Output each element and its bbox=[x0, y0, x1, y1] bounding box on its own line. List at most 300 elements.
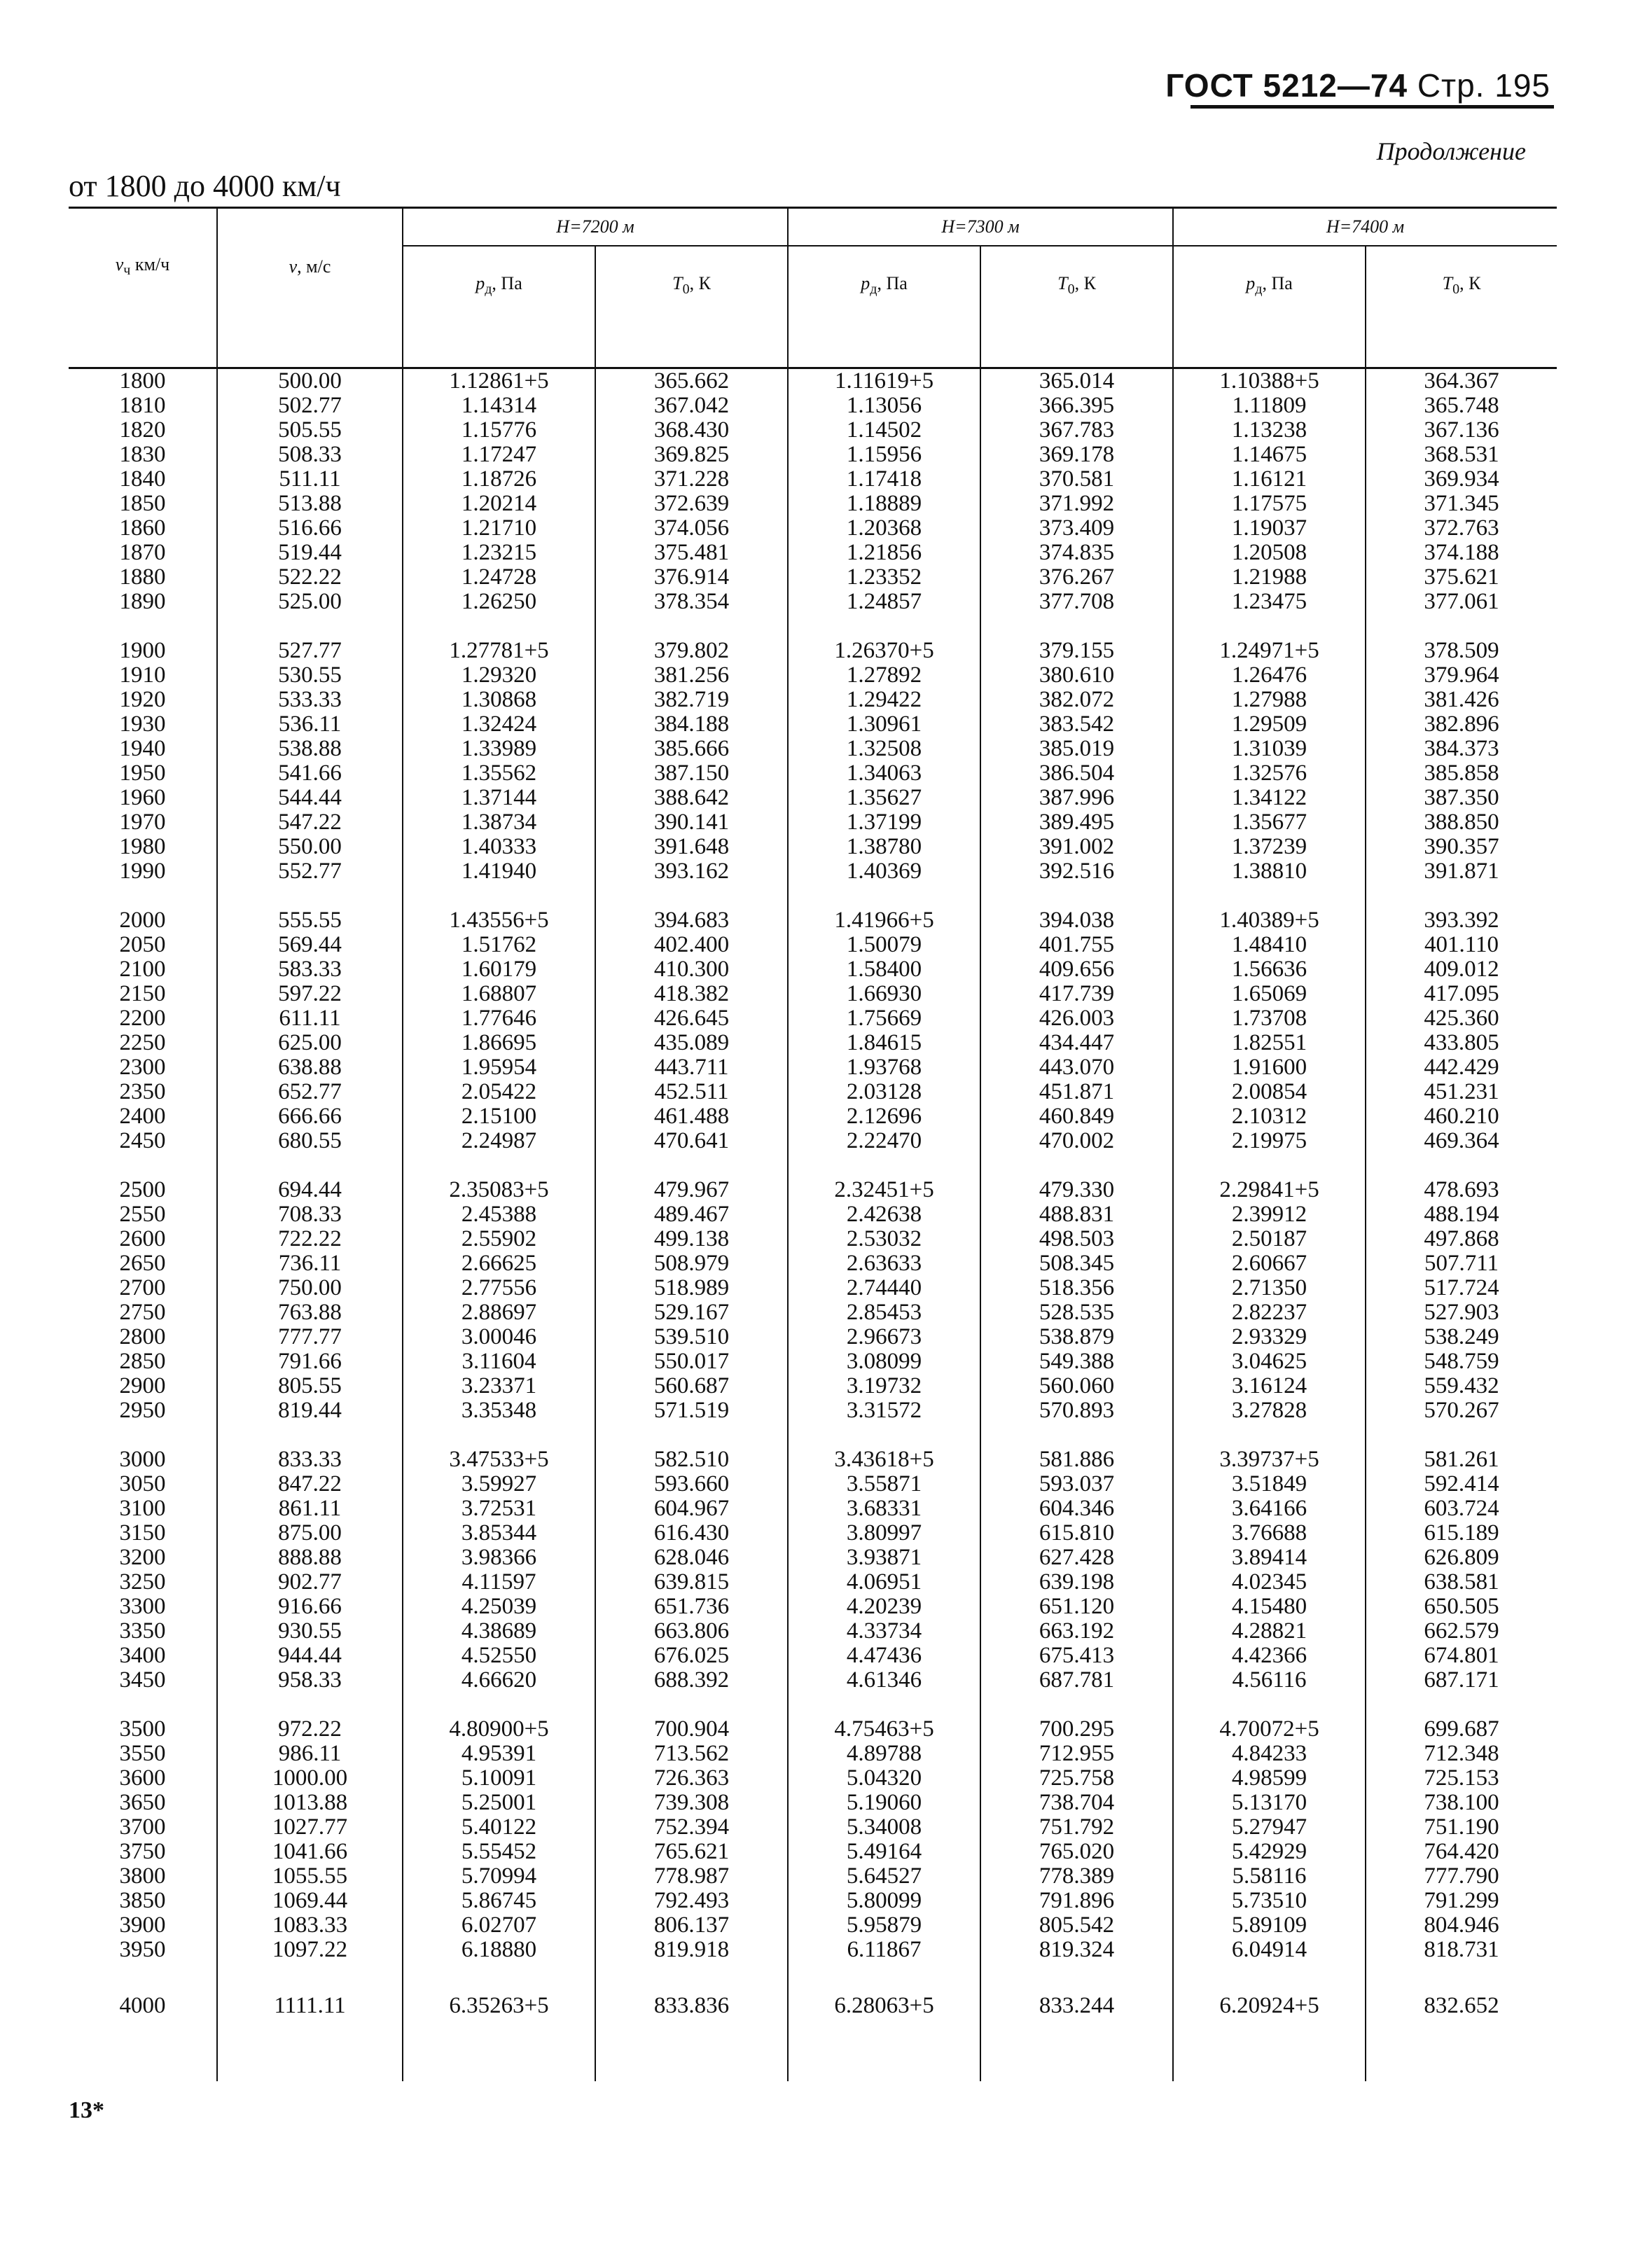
data-table-wrapper bbox=[69, 207, 1557, 2081]
cell-p-7400: 1.56636 bbox=[1173, 957, 1366, 982]
cell-t-7400: 384.373 bbox=[1366, 737, 1557, 761]
cell-t-7200: 752.394 bbox=[595, 1815, 788, 1840]
cell-t-7400: 818.731 bbox=[1366, 1938, 1557, 1962]
cell-p-7200: 4.38689 bbox=[403, 1619, 595, 1644]
cell-t-7400: 626.809 bbox=[1366, 1546, 1557, 1570]
cell-t-7300: 508.345 bbox=[980, 1251, 1173, 1276]
table-row bbox=[69, 835, 1557, 859]
cell-t-7400: 425.360 bbox=[1366, 1006, 1557, 1031]
cell-p-7200: 4.95391 bbox=[403, 1742, 595, 1766]
table-row bbox=[69, 1840, 1557, 1864]
cell-t-7400: 451.231 bbox=[1366, 1080, 1557, 1104]
cell-t-7300: 593.037 bbox=[980, 1472, 1173, 1497]
table-row bbox=[69, 1791, 1557, 1815]
cell-v-ms: 791.66 bbox=[217, 1349, 403, 1374]
table-row bbox=[69, 1619, 1557, 1644]
cell-v-kmh: 3850 bbox=[119, 1888, 166, 1913]
cell-t-7200: 369.825 bbox=[595, 443, 788, 467]
cell-p-7200: 1.33989 bbox=[403, 737, 595, 761]
cell-v-kmh: 2100 bbox=[119, 957, 166, 982]
cell-t-7200: 765.621 bbox=[595, 1840, 788, 1864]
table-row bbox=[69, 1349, 1557, 1374]
cell-v-kmh: 2700 bbox=[119, 1275, 166, 1300]
cell-p-7400: 6.04914 bbox=[1173, 1938, 1366, 1962]
cell-t-7300: 387.996 bbox=[980, 786, 1173, 810]
cell-p-7300: 1.29422 bbox=[788, 688, 980, 712]
cell-t-7300: 675.413 bbox=[980, 1644, 1173, 1668]
cell-p-7300: 2.42638 bbox=[788, 1202, 980, 1227]
cell-v-ms: 583.33 bbox=[217, 957, 403, 982]
table-row bbox=[69, 737, 1557, 761]
cell-t-7200: 651.736 bbox=[595, 1595, 788, 1619]
cell-t-7200: 393.162 bbox=[595, 859, 788, 884]
cell-t-7300: 376.267 bbox=[980, 565, 1173, 590]
table-row bbox=[69, 712, 1557, 737]
cell-p-7400: 1.40389+5 bbox=[1173, 908, 1366, 933]
table-row bbox=[69, 1325, 1557, 1349]
cell-t-7200: 529.167 bbox=[595, 1300, 788, 1325]
cell-t-7400: 385.858 bbox=[1366, 761, 1557, 786]
cell-v-kmh: 1900 bbox=[119, 638, 166, 663]
cell-t-7400: 377.061 bbox=[1366, 590, 1557, 614]
table-row bbox=[69, 1006, 1557, 1031]
cell-p-7200: 3.23371 bbox=[403, 1374, 595, 1398]
cell-t-7400: 738.100 bbox=[1366, 1791, 1557, 1815]
cell-p-7200: 1.29320 bbox=[403, 663, 595, 688]
cell-p-7300: 5.95879 bbox=[788, 1913, 980, 1938]
cell-v-kmh: 3500 bbox=[119, 1716, 166, 1742]
cell-t-7200: 676.025 bbox=[595, 1644, 788, 1668]
cell-t-7200: 571.519 bbox=[595, 1398, 788, 1423]
cell-v-kmh: 3400 bbox=[119, 1643, 166, 1668]
cell-p-7200: 1.15776 bbox=[403, 418, 595, 443]
cell-t-7300: 389.495 bbox=[980, 810, 1173, 835]
cell-p-7200: 5.25001 bbox=[403, 1791, 595, 1815]
cell-p-7200: 1.32424 bbox=[403, 712, 595, 737]
cell-v-ms: 625.00 bbox=[217, 1031, 403, 1055]
cell-v-ms: 1027.77 bbox=[217, 1815, 403, 1840]
cell-t-7300: 434.447 bbox=[980, 1031, 1173, 1055]
col-header-alt-7400: H=7400 м bbox=[1173, 208, 1557, 246]
cell-p-7400: 1.91600 bbox=[1173, 1055, 1366, 1080]
cell-p-7200: 1.68807 bbox=[403, 982, 595, 1006]
cell-t-7200: 461.488 bbox=[595, 1104, 788, 1129]
cell-v-ms: 569.44 bbox=[217, 933, 403, 957]
cell-v-kmh: 3550 bbox=[119, 1741, 166, 1766]
cell-t-7400: 791.299 bbox=[1366, 1889, 1557, 1913]
cell-t-7200: 582.510 bbox=[595, 1447, 788, 1472]
cell-t-7400: 374.188 bbox=[1366, 541, 1557, 565]
col-header-alt-7300: H=7300 м bbox=[788, 208, 1173, 246]
cell-t-7300: 380.610 bbox=[980, 663, 1173, 688]
cell-t-7200: 382.719 bbox=[595, 688, 788, 712]
cell-t-7300: 409.656 bbox=[980, 957, 1173, 982]
table-row bbox=[69, 1668, 1557, 1693]
cell-t-7200: 378.354 bbox=[595, 590, 788, 614]
cell-p-7200: 3.00046 bbox=[403, 1325, 595, 1349]
cell-p-7400: 1.19037 bbox=[1173, 516, 1366, 541]
cell-p-7400: 4.15480 bbox=[1173, 1595, 1366, 1619]
table-row bbox=[69, 492, 1557, 516]
cell-v-ms: 777.77 bbox=[217, 1325, 403, 1349]
cell-p-7300: 3.80997 bbox=[788, 1521, 980, 1546]
cell-p-7300: 1.18889 bbox=[788, 492, 980, 516]
cell-v-ms: 652.77 bbox=[217, 1080, 403, 1104]
cell-t-7300: 373.409 bbox=[980, 516, 1173, 541]
cell-t-7200: 739.308 bbox=[595, 1791, 788, 1815]
cell-v-kmh: 2600 bbox=[119, 1226, 166, 1251]
cell-p-7200: 2.66625 bbox=[403, 1251, 595, 1276]
cell-v-ms: 544.44 bbox=[217, 786, 403, 810]
cell-t-7400: 364.367 bbox=[1366, 368, 1557, 394]
cell-t-7200: 778.987 bbox=[595, 1864, 788, 1889]
cell-p-7200: 2.15100 bbox=[403, 1104, 595, 1129]
cell-p-7300: 1.40369 bbox=[788, 859, 980, 884]
cell-p-7400: 1.26476 bbox=[1173, 663, 1366, 688]
cell-t-7200: 499.138 bbox=[595, 1227, 788, 1251]
cell-p-7200: 5.55452 bbox=[403, 1840, 595, 1864]
cell-p-7200: 2.77556 bbox=[403, 1276, 595, 1300]
cell-p-7300: 4.06951 bbox=[788, 1570, 980, 1595]
cell-v-kmh: 3250 bbox=[119, 1569, 166, 1595]
cell-t-7300: 369.178 bbox=[980, 443, 1173, 467]
standard-header bbox=[1165, 67, 1550, 104]
cell-t-7200: 390.141 bbox=[595, 810, 788, 835]
cell-t-7400: 409.012 bbox=[1366, 957, 1557, 982]
cell-p-7400: 4.02345 bbox=[1173, 1570, 1366, 1595]
cell-p-7400: 1.17575 bbox=[1173, 492, 1366, 516]
cell-t-7300: 528.535 bbox=[980, 1300, 1173, 1325]
cell-p-7200: 2.88697 bbox=[403, 1300, 595, 1325]
cell-v-kmh: 1950 bbox=[119, 761, 166, 786]
cell-p-7300: 4.20239 bbox=[788, 1595, 980, 1619]
cell-p-7300: 2.32451+5 bbox=[788, 1178, 980, 1202]
cell-t-7200: 452.511 bbox=[595, 1080, 788, 1104]
cell-t-7400: 581.261 bbox=[1366, 1447, 1557, 1472]
cell-t-7200: 819.918 bbox=[595, 1938, 788, 1962]
cell-v-ms: 1111.11 bbox=[217, 1994, 403, 2018]
cell-t-7300: 791.896 bbox=[980, 1889, 1173, 1913]
cell-v-ms: 508.33 bbox=[217, 443, 403, 467]
cell-t-7200: 426.645 bbox=[595, 1006, 788, 1031]
cell-t-7200: 508.979 bbox=[595, 1251, 788, 1276]
table-row bbox=[69, 1521, 1557, 1546]
cell-v-ms: 1041.66 bbox=[217, 1840, 403, 1864]
table-row bbox=[69, 1742, 1557, 1766]
cell-t-7400: 433.805 bbox=[1366, 1031, 1557, 1055]
cell-p-7300: 3.68331 bbox=[788, 1497, 980, 1521]
cell-t-7400: 372.763 bbox=[1366, 516, 1557, 541]
cell-p-7200: 1.41940 bbox=[403, 859, 595, 884]
cell-p-7400: 1.20508 bbox=[1173, 541, 1366, 565]
cell-v-ms: 547.22 bbox=[217, 810, 403, 835]
cell-t-7200: 387.150 bbox=[595, 761, 788, 786]
table-row bbox=[69, 1766, 1557, 1791]
cell-t-7400: 469.364 bbox=[1366, 1129, 1557, 1153]
cell-v-kmh: 1930 bbox=[119, 711, 166, 737]
cell-p-7300: 2.12696 bbox=[788, 1104, 980, 1129]
cell-v-kmh: 2350 bbox=[119, 1079, 166, 1104]
cell-t-7200: 616.430 bbox=[595, 1521, 788, 1546]
table-row bbox=[69, 1398, 1557, 1423]
cell-t-7400: 507.711 bbox=[1366, 1251, 1557, 1276]
cell-t-7200: 470.641 bbox=[595, 1129, 788, 1153]
cell-t-7200: 388.642 bbox=[595, 786, 788, 810]
cell-t-7400: 764.420 bbox=[1366, 1840, 1557, 1864]
col-header-t-7300: $T_0$, К bbox=[980, 246, 1173, 325]
cell-t-7400: 548.759 bbox=[1366, 1349, 1557, 1374]
cell-t-7300: 365.014 bbox=[980, 368, 1173, 394]
cell-t-7300: 604.346 bbox=[980, 1497, 1173, 1521]
cell-t-7300: 488.831 bbox=[980, 1202, 1173, 1227]
cell-t-7400: 478.693 bbox=[1366, 1178, 1557, 1202]
cell-t-7300: 712.955 bbox=[980, 1742, 1173, 1766]
cell-v-kmh: 1880 bbox=[119, 564, 166, 590]
cell-t-7300: 443.070 bbox=[980, 1055, 1173, 1080]
cell-p-7400: 5.27947 bbox=[1173, 1815, 1366, 1840]
cell-v-kmh: 1870 bbox=[119, 540, 166, 565]
cell-v-kmh: 3600 bbox=[119, 1765, 166, 1791]
cell-t-7400: 538.249 bbox=[1366, 1325, 1557, 1349]
cell-v-ms: 522.22 bbox=[217, 565, 403, 590]
cell-t-7400: 559.432 bbox=[1366, 1374, 1557, 1398]
cell-v-kmh: 3700 bbox=[119, 1814, 166, 1840]
cell-v-ms: 1069.44 bbox=[217, 1889, 403, 1913]
cell-v-kmh: 2900 bbox=[119, 1373, 166, 1398]
cell-p-7400: 5.13170 bbox=[1173, 1791, 1366, 1815]
cell-p-7300: 3.31572 bbox=[788, 1398, 980, 1423]
cell-t-7200: 368.430 bbox=[595, 418, 788, 443]
cell-t-7200: 381.256 bbox=[595, 663, 788, 688]
cell-p-7400: 1.16121 bbox=[1173, 467, 1366, 492]
cell-v-kmh: 2950 bbox=[119, 1398, 166, 1423]
cell-v-ms: 502.77 bbox=[217, 394, 403, 418]
cell-v-ms: 666.66 bbox=[217, 1104, 403, 1129]
cell-v-ms: 638.88 bbox=[217, 1055, 403, 1080]
cell-t-7200: 489.467 bbox=[595, 1202, 788, 1227]
cell-p-7200: 6.35263+5 bbox=[403, 1994, 595, 2018]
cell-v-ms: 972.22 bbox=[217, 1717, 403, 1742]
cell-v-kmh: 1810 bbox=[119, 393, 166, 418]
table-row bbox=[69, 1472, 1557, 1497]
table-row bbox=[69, 1276, 1557, 1300]
cell-v-ms: 519.44 bbox=[217, 541, 403, 565]
cell-t-7300: 581.886 bbox=[980, 1447, 1173, 1472]
cell-p-7300: 1.27892 bbox=[788, 663, 980, 688]
cell-t-7200: 384.188 bbox=[595, 712, 788, 737]
table-row bbox=[69, 1031, 1557, 1055]
range-title: от 1800 до 4000 км/ч bbox=[69, 169, 341, 203]
cell-t-7400: 687.171 bbox=[1366, 1668, 1557, 1693]
cell-v-ms: 722.22 bbox=[217, 1227, 403, 1251]
cell-t-7200: 806.137 bbox=[595, 1913, 788, 1938]
cell-t-7300: 379.155 bbox=[980, 639, 1173, 663]
cell-t-7200: 375.481 bbox=[595, 541, 788, 565]
col-header-p-7300: $p_д$, Па bbox=[788, 246, 980, 325]
cell-t-7400: 365.748 bbox=[1366, 394, 1557, 418]
cell-p-7300: 1.58400 bbox=[788, 957, 980, 982]
cell-p-7300: 1.38780 bbox=[788, 835, 980, 859]
cell-t-7400: 804.946 bbox=[1366, 1913, 1557, 1938]
cell-p-7300: 6.28063+5 bbox=[788, 1994, 980, 2018]
cell-p-7200: 5.10091 bbox=[403, 1766, 595, 1791]
cell-t-7200: 539.510 bbox=[595, 1325, 788, 1349]
cell-p-7400: 1.31039 bbox=[1173, 737, 1366, 761]
cell-p-7200: 1.23215 bbox=[403, 541, 595, 565]
cell-p-7400: 2.29841+5 bbox=[1173, 1178, 1366, 1202]
cell-p-7300: 3.08099 bbox=[788, 1349, 980, 1374]
standard-number: ГОСТ 5212—74 bbox=[1165, 67, 1408, 104]
cell-t-7300: 382.072 bbox=[980, 688, 1173, 712]
cell-t-7400: 615.189 bbox=[1366, 1521, 1557, 1546]
cell-v-ms: 916.66 bbox=[217, 1595, 403, 1619]
cell-p-7400: 4.98599 bbox=[1173, 1766, 1366, 1791]
cell-p-7200: 3.98366 bbox=[403, 1546, 595, 1570]
cell-v-kmh: 2400 bbox=[119, 1104, 166, 1129]
table-row bbox=[69, 1374, 1557, 1398]
cell-t-7400: 497.868 bbox=[1366, 1227, 1557, 1251]
cell-p-7300: 1.93768 bbox=[788, 1055, 980, 1080]
cell-p-7300: 4.75463+5 bbox=[788, 1717, 980, 1742]
cell-p-7400: 1.32576 bbox=[1173, 761, 1366, 786]
cell-p-7300: 5.04320 bbox=[788, 1766, 980, 1791]
cell-v-ms: 1055.55 bbox=[217, 1864, 403, 1889]
table-row bbox=[69, 1251, 1557, 1276]
cell-t-7300: 538.879 bbox=[980, 1325, 1173, 1349]
cell-v-kmh: 3350 bbox=[119, 1618, 166, 1644]
cell-t-7300: 833.244 bbox=[980, 1994, 1173, 2018]
cell-t-7400: 592.414 bbox=[1366, 1472, 1557, 1497]
cell-v-kmh: 3050 bbox=[119, 1471, 166, 1497]
cell-p-7300: 3.43618+5 bbox=[788, 1447, 980, 1472]
cell-t-7300: 460.849 bbox=[980, 1104, 1173, 1129]
cell-p-7300: 1.32508 bbox=[788, 737, 980, 761]
cell-p-7400: 3.39737+5 bbox=[1173, 1447, 1366, 1472]
cell-p-7400: 1.24971+5 bbox=[1173, 639, 1366, 663]
cell-t-7300: 549.388 bbox=[980, 1349, 1173, 1374]
cell-p-7300: 2.03128 bbox=[788, 1080, 980, 1104]
table-row bbox=[69, 418, 1557, 443]
cell-p-7300: 1.20368 bbox=[788, 516, 980, 541]
cell-p-7400: 2.50187 bbox=[1173, 1227, 1366, 1251]
cell-t-7200: 367.042 bbox=[595, 394, 788, 418]
table-row bbox=[69, 541, 1557, 565]
cell-t-7300: 392.516 bbox=[980, 859, 1173, 884]
cell-t-7200: 402.400 bbox=[595, 933, 788, 957]
cell-p-7200: 4.52550 bbox=[403, 1644, 595, 1668]
table-body bbox=[69, 368, 1557, 2082]
cell-v-ms: 550.00 bbox=[217, 835, 403, 859]
cell-t-7400: 674.801 bbox=[1366, 1644, 1557, 1668]
cell-p-7300: 3.93871 bbox=[788, 1546, 980, 1570]
cell-p-7300: 1.37199 bbox=[788, 810, 980, 835]
cell-p-7400: 4.28821 bbox=[1173, 1619, 1366, 1644]
cell-p-7300: 5.19060 bbox=[788, 1791, 980, 1815]
cell-p-7300: 1.75669 bbox=[788, 1006, 980, 1031]
cell-t-7300: 700.295 bbox=[980, 1717, 1173, 1742]
cell-v-ms: 597.22 bbox=[217, 982, 403, 1006]
cell-p-7400: 3.64166 bbox=[1173, 1497, 1366, 1521]
cell-t-7200: 410.300 bbox=[595, 957, 788, 982]
cell-p-7400: 1.35677 bbox=[1173, 810, 1366, 835]
cell-v-kmh: 1910 bbox=[119, 662, 166, 688]
cell-p-7400: 5.58116 bbox=[1173, 1864, 1366, 1889]
cell-p-7300: 2.74440 bbox=[788, 1276, 980, 1300]
cell-p-7200: 1.30868 bbox=[403, 688, 595, 712]
cell-v-kmh: 3000 bbox=[119, 1447, 166, 1472]
cell-p-7400: 5.42929 bbox=[1173, 1840, 1366, 1864]
cell-t-7300: 751.792 bbox=[980, 1815, 1173, 1840]
cell-v-ms: 538.88 bbox=[217, 737, 403, 761]
cell-t-7300: 627.428 bbox=[980, 1546, 1173, 1570]
cell-v-ms: 875.00 bbox=[217, 1521, 403, 1546]
cell-p-7400: 1.10388+5 bbox=[1173, 368, 1366, 394]
cell-t-7400: 725.153 bbox=[1366, 1766, 1557, 1791]
cell-v-ms: 708.33 bbox=[217, 1202, 403, 1227]
table-row bbox=[69, 1300, 1557, 1325]
cell-p-7200: 2.05422 bbox=[403, 1080, 595, 1104]
cell-t-7300: 377.708 bbox=[980, 590, 1173, 614]
cell-t-7300: 370.581 bbox=[980, 467, 1173, 492]
cell-v-kmh: 2300 bbox=[119, 1055, 166, 1080]
cell-p-7200: 6.18880 bbox=[403, 1938, 595, 1962]
cell-p-7400: 1.13238 bbox=[1173, 418, 1366, 443]
cell-v-ms: 527.77 bbox=[217, 639, 403, 663]
cell-p-7400: 2.71350 bbox=[1173, 1276, 1366, 1300]
cell-p-7300: 1.26370+5 bbox=[788, 639, 980, 663]
cell-p-7200: 1.77646 bbox=[403, 1006, 595, 1031]
table-row bbox=[69, 467, 1557, 492]
cell-p-7300: 4.33734 bbox=[788, 1619, 980, 1644]
cell-v-kmh: 2500 bbox=[119, 1177, 166, 1202]
cell-t-7200: 518.989 bbox=[595, 1276, 788, 1300]
cell-p-7400: 2.93329 bbox=[1173, 1325, 1366, 1349]
cell-t-7300: 778.389 bbox=[980, 1864, 1173, 1889]
cell-p-7200: 6.02707 bbox=[403, 1913, 595, 1938]
cell-p-7300: 2.85453 bbox=[788, 1300, 980, 1325]
cell-t-7200: 391.648 bbox=[595, 835, 788, 859]
cell-v-kmh: 1970 bbox=[119, 810, 166, 835]
cell-t-7200: 713.562 bbox=[595, 1742, 788, 1766]
cell-t-7300: 366.395 bbox=[980, 394, 1173, 418]
cell-p-7300: 3.19732 bbox=[788, 1374, 980, 1398]
cell-v-ms: 516.66 bbox=[217, 516, 403, 541]
cell-p-7300: 1.24857 bbox=[788, 590, 980, 614]
cell-p-7200: 3.35348 bbox=[403, 1398, 595, 1423]
cell-t-7400: 379.964 bbox=[1366, 663, 1557, 688]
table-row bbox=[69, 786, 1557, 810]
cell-p-7200: 4.66620 bbox=[403, 1668, 595, 1693]
cell-t-7200: 726.363 bbox=[595, 1766, 788, 1791]
cell-p-7200: 3.72531 bbox=[403, 1497, 595, 1521]
cell-v-ms: 763.88 bbox=[217, 1300, 403, 1325]
cell-p-7400: 2.00854 bbox=[1173, 1080, 1366, 1104]
cell-v-ms: 694.44 bbox=[217, 1178, 403, 1202]
cell-p-7200: 1.12861+5 bbox=[403, 368, 595, 394]
cell-t-7400: 378.509 bbox=[1366, 639, 1557, 663]
cell-p-7300: 1.13056 bbox=[788, 394, 980, 418]
cell-p-7200: 1.35562 bbox=[403, 761, 595, 786]
cell-v-ms: 513.88 bbox=[217, 492, 403, 516]
group-separator bbox=[69, 1962, 1557, 1994]
cell-p-7300: 1.15956 bbox=[788, 443, 980, 467]
cell-t-7400: 517.724 bbox=[1366, 1276, 1557, 1300]
cell-v-kmh: 2050 bbox=[119, 932, 166, 957]
cell-p-7300: 1.17418 bbox=[788, 467, 980, 492]
cell-p-7200: 4.80900+5 bbox=[403, 1717, 595, 1742]
cell-v-kmh: 3650 bbox=[119, 1790, 166, 1815]
cell-t-7200: 628.046 bbox=[595, 1546, 788, 1570]
